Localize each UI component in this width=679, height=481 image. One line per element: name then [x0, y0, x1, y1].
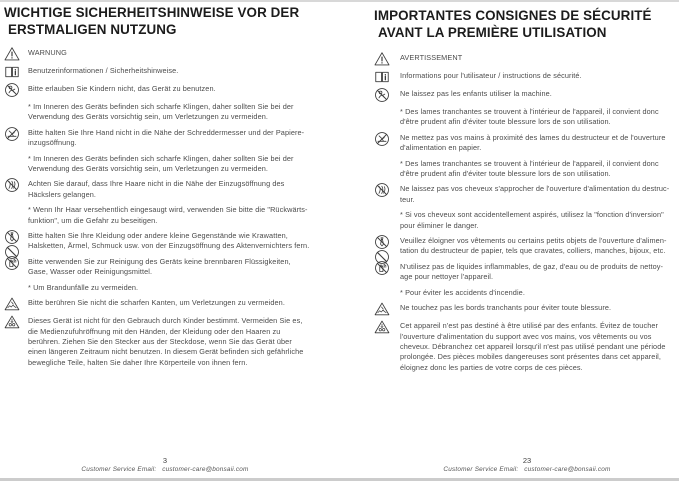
- page-title-french: [374, 7, 678, 41]
- text-line: prolongée. Des pièces mobiles dangereuses sont présentes dans cet appareil,: [400, 352, 662, 362]
- no-flammables-icon: [4, 255, 20, 271]
- title-line: IMPORTANTES CONSIGNES DE SÉCURITÉ: [374, 8, 652, 23]
- safety-item: [400, 159, 678, 180]
- safety-item: [400, 288, 678, 298]
- text-line: * Im Inneren des Geräts befinden sich scharfe Klingen, daher sollten Sie bei der: [28, 102, 294, 111]
- text-line: Verwendung des Geräts vorsichtig sein, um Verletzungen zu vermeiden.: [28, 112, 269, 122]
- text-line: Gase, Wasser oder Reinigungsmittel.: [28, 267, 153, 277]
- text-line: cheveux. Débranchez cet appareil lorsqu'il n'est pas utilisé pendant une période: [400, 341, 666, 351]
- text-line: Ne laissez pas les enfants utiliser la machine.: [400, 89, 552, 98]
- text-line: Cet appareil n'est pas destiné à être utilisé par des enfants. Évitez de toucher: [400, 321, 659, 331]
- text-line: Ne touchez pas les bords tranchants pour éviter toute blessure.: [400, 303, 612, 313]
- text-line: * Des lames tranchantes se trouvent à l'intérieur de l'appareil, il convient donc: [400, 158, 659, 168]
- safety-item: [400, 53, 678, 66]
- text-line: berühren. Ziehen Sie den Stecker aus der Steckdose, wenn Sie das Gerät über: [28, 336, 292, 346]
- text-line: d'être prudent afin d'éviter toute blessure lors de son utilisation.: [400, 117, 611, 127]
- text-line: * Des lames tranchantes se trouvent à l'intérieur de l'appareil, il convient donc: [400, 107, 659, 116]
- text-line: Benutzerinformationen / Sicherheitshinweise.: [28, 66, 179, 75]
- user-manual-icon: [374, 69, 390, 85]
- safety-item: [400, 321, 678, 373]
- text-line: inzugsöffnung.: [28, 138, 77, 148]
- text-line: éloignez donc les parties de votre corps de ces pièces.: [400, 362, 583, 372]
- no-hair-icon: [4, 177, 20, 193]
- page-german: [4, 4, 326, 373]
- text-line: einen längeren Zeitraum nicht benutzen. In diesem Gerät befinden sich gefährliche: [28, 347, 304, 357]
- safety-item: [400, 133, 678, 154]
- text-line: Bitte berühren Sie nicht die scharfen Kanten, um Verletzungen zu vermeiden.: [28, 298, 285, 308]
- warning-triangle-icon: [374, 51, 390, 67]
- title-line: ERSTMALIGEN NUTZUNG: [8, 22, 177, 37]
- safety-item: [400, 236, 678, 257]
- title-line: WICHTIGE SICHERHEITSHINWEISE VOR DER: [4, 5, 300, 20]
- customer-service-email: Customer Service Email: customer-care@bonsaii.com: [81, 466, 249, 473]
- safety-item: [28, 283, 326, 293]
- text-line: d'alimentation en papier.: [400, 143, 482, 153]
- safety-items-list-german: [28, 48, 326, 368]
- title-line: AVANT LA PREMIÈRE UTILISATION: [378, 25, 607, 40]
- text-line: pour éliminer le danger.: [400, 220, 479, 230]
- no-flammables-icon: [374, 260, 390, 276]
- safety-item: [28, 205, 326, 226]
- text-line: Häckslers gelangen.: [28, 189, 97, 199]
- text-line: tation du destructeur de papier, tels que cravates, colliers, manches, bijoux, etc.: [400, 246, 666, 256]
- page-number: 23: [522, 456, 532, 465]
- no-hair-icon: [374, 182, 390, 198]
- text-line: * Wenn Ihr Haar versehentlich eingesaugt wird, verwenden Sie bitte die "Rückwärts-: [28, 205, 308, 215]
- moving-parts-icon: [374, 319, 390, 335]
- text-line: Ne mettez pas vos mains à proximité des lames du destructeur et de l'ouverture: [400, 132, 666, 142]
- footer-german-page: [0, 456, 330, 474]
- text-line: die Medienzufuhröffnung mit den Händen, der Kleidung oder den Haaren zu: [28, 326, 281, 336]
- warning-triangle-icon: [4, 46, 20, 62]
- text-line: Ne laissez pas vos cheveux s'approcher de l'ouverture d'alimentation du destruc-: [400, 184, 670, 194]
- text-line: * Pour éviter les accidents d'incendie.: [400, 287, 525, 297]
- safety-item: [28, 316, 326, 368]
- text-line: Bitte halten Sie Ihre Kleidung oder andere kleine Gegenstände wie Krawatten,: [28, 231, 288, 241]
- text-line: teur.: [400, 194, 415, 204]
- text-line: * Im Inneren des Geräts befinden sich scharfe Klingen, daher sollten Sie bei der: [28, 153, 294, 163]
- no-tie-icon: [374, 234, 390, 250]
- text-line: funktion", um die Gefahr zu beseitigen.: [28, 215, 158, 225]
- moving-parts-icon: [4, 314, 20, 330]
- safety-item: [400, 210, 678, 231]
- no-tie-icon: [4, 229, 20, 245]
- safety-item: [28, 257, 326, 278]
- text-line: bewegliche Teile, halten Sie daher Ihre Körperteile von ihnen fern.: [28, 357, 248, 367]
- safety-item: [28, 128, 326, 149]
- customer-service-email: Customer Service Email: customer-care@bonsaii.com: [443, 466, 611, 473]
- sharp-edges-icon: [4, 296, 20, 312]
- text-line: d'être prudent afin d'éviter toute blessure lors de son utilisation.: [400, 169, 611, 179]
- text-line: l'ouverture d'alimentation du support avec vos mains, vos vêtements ou vos: [400, 331, 652, 341]
- safety-item: [28, 179, 326, 200]
- text-line: * Um Brandunfälle zu vermeiden.: [28, 282, 139, 292]
- text-line: N'utilisez pas de liquides inflammables, de gaz, d'eau ou de produits de nettoy-: [400, 261, 664, 271]
- safety-item: [400, 303, 678, 316]
- text-line: Informations pour l'utilisateur / instructions de sécurité.: [400, 71, 582, 80]
- safety-item: [28, 66, 326, 79]
- safety-item: [400, 89, 678, 102]
- text-line: * Si vos cheveux sont accidentellement aspirés, utilisez la "fonction d'inversion": [400, 210, 664, 220]
- safety-item: [28, 298, 326, 311]
- text-line: WARNUNG: [28, 48, 67, 57]
- no-children-icon: [374, 87, 390, 103]
- page-number: 3: [162, 456, 168, 465]
- no-hands-icon: [374, 131, 390, 147]
- no-hands-icon: [4, 126, 20, 142]
- no-children-icon: [4, 82, 20, 98]
- sharp-edges-icon: [374, 301, 390, 317]
- safety-item: [400, 184, 678, 205]
- safety-item: [28, 48, 326, 61]
- text-line: Achten Sie darauf, dass Ihre Haare nicht in die Nähe der Einzugsöffnung des: [28, 179, 285, 189]
- text-line: Verwendung des Geräts vorsichtig sein, um Verletzungen zu vermeiden.: [28, 164, 269, 174]
- text-line: Bitte verwenden Sie zur Reinigung des Geräts keine brennbaren Flüssigkeiten,: [28, 256, 291, 266]
- text-line: age pour nettoyer l'appareil.: [400, 272, 494, 282]
- text-line: Dieses Gerät ist nicht für den Gebrauch durch Kinder bestimmt. Vermeiden Sie es,: [28, 316, 303, 326]
- safety-item: [28, 102, 326, 123]
- page-title-german: [4, 4, 326, 38]
- page-french: [374, 7, 678, 378]
- text-line: AVERTISSEMENT: [400, 53, 463, 62]
- safety-item: [28, 154, 326, 175]
- safety-item: [400, 107, 678, 128]
- safety-items-list-french: [400, 53, 678, 373]
- safety-item: [400, 262, 678, 283]
- footer-french-page: [362, 456, 679, 474]
- safety-item: [400, 71, 678, 84]
- text-line: Bitte halten Sie Ihre Hand nicht in die Nähe der Schreddermesser und der Papiere-: [28, 127, 305, 137]
- text-line: Halsketten, Ärmel, Schmuck usw. von der Einzugsöffnung des Aktenvernichters fern.: [28, 241, 310, 251]
- user-manual-icon: [4, 64, 20, 80]
- text-line: Veuillez éloigner vos vêtements ou certains petits objets de l'ouverture d'alimen-: [400, 236, 667, 246]
- text-line: Bitte erlauben Sie Kindern nicht, das Gerät zu benutzen.: [28, 84, 216, 93]
- safety-item: [28, 231, 326, 252]
- safety-item: [28, 84, 326, 97]
